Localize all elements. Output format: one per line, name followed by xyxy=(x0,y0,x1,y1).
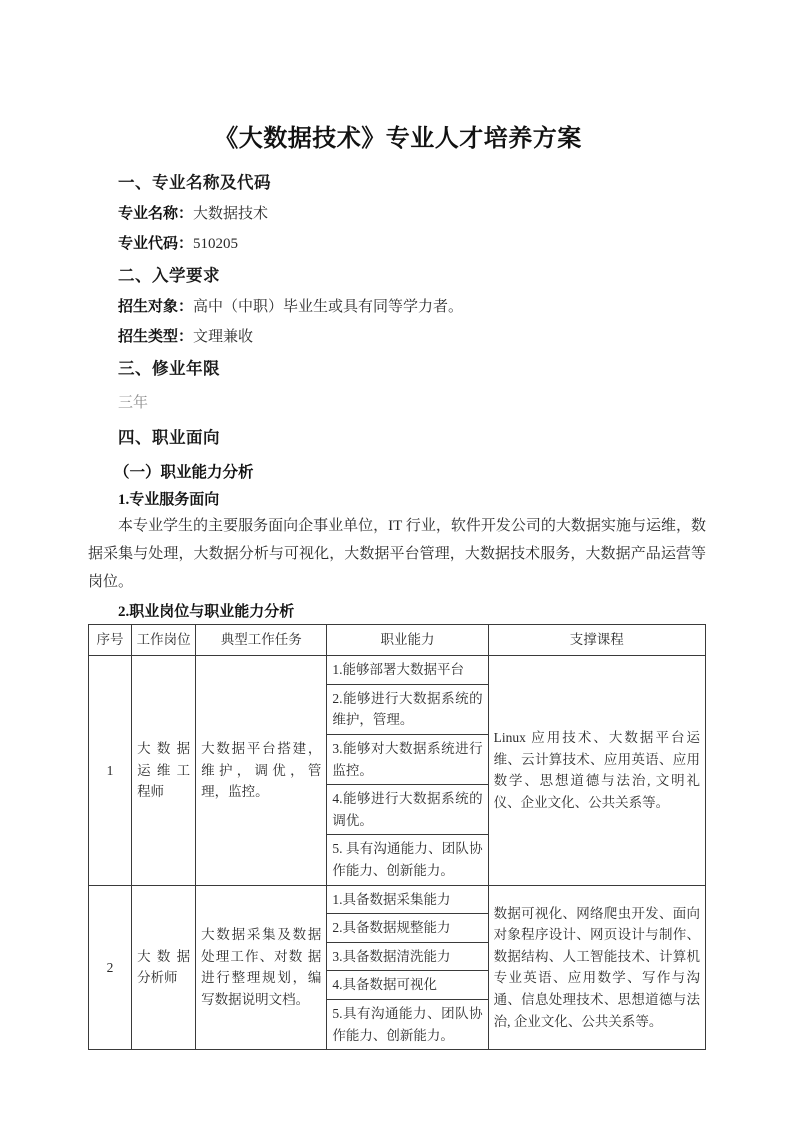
major-code-value: 510205 xyxy=(193,236,239,252)
column-header-job: 工作岗位 xyxy=(132,625,196,656)
major-code-label: 专业代码： xyxy=(118,236,194,252)
cell-ability-2-4: 4.具备数据可视化 xyxy=(327,971,488,1000)
cell-job-1: 大数据运维工程师 xyxy=(132,656,196,885)
admission-audience-row xyxy=(88,295,708,316)
cell-ability-1-2: 2.能够进行大数据系统的维护，管理。 xyxy=(327,684,488,734)
admission-audience-value: 高中（中职）毕业生或具有同等学力者。 xyxy=(193,299,464,315)
service-scope-paragraph: 本专业学生的主要服务面向企事业单位，IT 行业，软件开发公司的大数据实施与运维，数据采集与处理，大数据分析与可视化，大数据平台管理，大数据技术服务，大数据产品运营等岗位。 xyxy=(88,518,706,590)
major-code-row xyxy=(88,232,708,253)
section-heading-1: 一、专业名称及代码 xyxy=(118,173,271,192)
section-heading-4: 四、职业面向 xyxy=(118,428,220,447)
section-heading-2: 二、入学要求 xyxy=(118,266,220,285)
table-header-row xyxy=(89,625,706,656)
cell-ability-1-3: 3.能够对大数据系统进行监控。 xyxy=(327,735,488,785)
admission-type-label: 招生类型： xyxy=(118,329,194,345)
cell-task-2: 大数据采集及数据处理工作、对数 据进行整理规划，编写数据说明文档。 xyxy=(196,885,327,1050)
cell-ability-2-1: 1.具备数据采集能力 xyxy=(327,885,488,914)
subsection-heading-job-ability-analysis: 2.职业岗位与职业能力分析 xyxy=(118,604,295,621)
cell-ability-2-3: 3.具备数据清洗能力 xyxy=(327,942,488,971)
cell-course-2: 数据可视化、网络爬虫开发、面向对象程序设计、网页设计与制作、数据结构、人工智能技术、计算机专业英语、应用数学、写作与沟通、信息处理技术、思想道德与法治, 企业文化、公共关系等。 xyxy=(488,885,705,1050)
study-duration-value: 三年 xyxy=(118,395,149,411)
major-name-label: 专业名称： xyxy=(118,206,194,222)
admission-audience-label: 招生对象： xyxy=(118,299,194,315)
cell-course-1: Linux 应用技术、大数据平台运维、云计算技术、应用英语、应用数学、思想道德与法治, 文明礼仪、企业文化、公共关系等。 xyxy=(488,656,705,885)
job-ability-table xyxy=(88,624,706,1050)
subsection-heading-service-scope: 1.专业服务面向 xyxy=(118,492,220,508)
cell-no-1: 1 xyxy=(89,656,132,885)
column-header-ability: 职业能力 xyxy=(327,625,488,656)
column-header-task: 典型工作任务 xyxy=(196,625,327,656)
cell-ability-2-2: 2.具备数据规整能力 xyxy=(327,914,488,943)
section-heading-3: 三、修业年限 xyxy=(118,359,220,378)
admission-type-row xyxy=(88,325,708,346)
document-content xyxy=(88,0,708,1050)
table-row xyxy=(89,885,706,914)
major-name-row xyxy=(88,202,708,223)
major-name-value: 大数据技术 xyxy=(193,206,269,222)
column-header-course: 支撑课程 xyxy=(488,625,705,656)
cell-task-1: 大数据平台搭建，维护，调优，管理，监控。 xyxy=(196,656,327,885)
cell-ability-2-5: 5.具有沟通能力、团队协作能力、创新能力。 xyxy=(327,999,488,1049)
cell-ability-1-5: 5. 具有沟通能力、团队协作能力、创新能力。 xyxy=(327,835,488,885)
column-header-no: 序号 xyxy=(89,625,132,656)
page-title: 《大数据技术》专业人才培养方案 xyxy=(214,126,582,152)
subsection-heading-career-ability: （一）职业能力分析 xyxy=(114,464,254,481)
table-row xyxy=(89,656,706,685)
cell-job-2: 大数据分析师 xyxy=(132,885,196,1050)
cell-no-2: 2 xyxy=(89,885,132,1050)
cell-ability-1-4: 4.能够进行大数据系统的调优。 xyxy=(327,785,488,835)
admission-type-value: 文理兼收 xyxy=(193,329,254,345)
cell-ability-1-1: 1.能够部署大数据平台 xyxy=(327,656,488,685)
